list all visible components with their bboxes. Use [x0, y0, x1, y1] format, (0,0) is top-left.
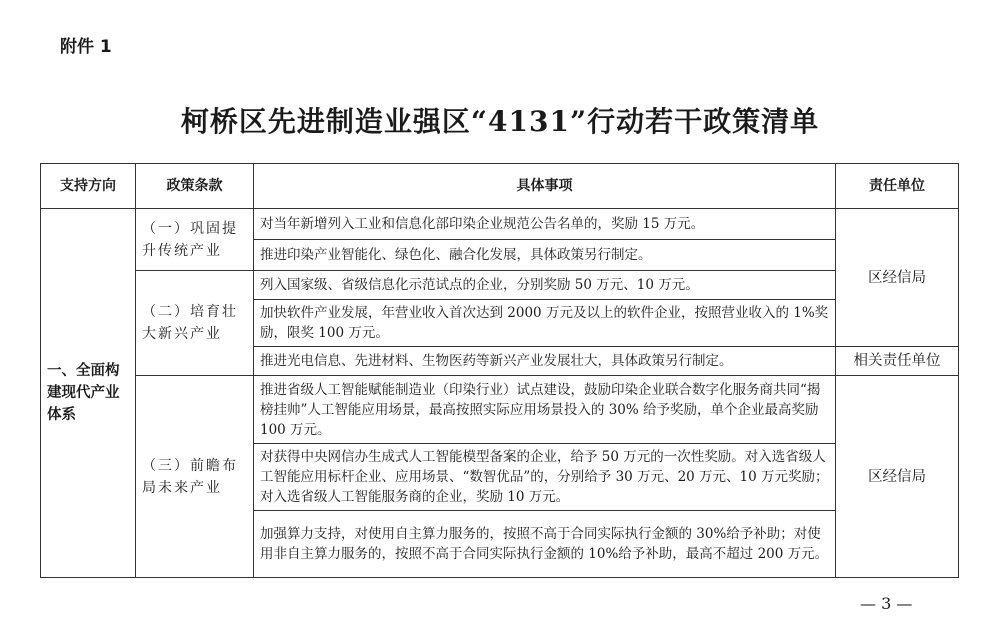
header-item: 具体事项 [254, 164, 836, 209]
clause-cell: （二）培育壮大新兴产业 [136, 271, 254, 376]
clause-cell: （三）前瞻布局未来产业 [136, 376, 254, 578]
attachment-label: 附件 1 [60, 37, 112, 57]
clause-cell: （一）巩固提升传统产业 [136, 209, 254, 271]
direction-cell: 一、全面构建现代产业体系 [41, 209, 136, 578]
item-cell: 对获得中央网信办生成式人工智能模型备案的企业，给予 50 万元的一次性奖励。对入选省级人工智能应用标杆企业、应用场景、“数智优品”的，分别给予 30 万元、20 万元、10 万元奖励；对入选省级人工智能服务商的企业，奖励 10 万元。 [254, 444, 836, 511]
policy-table [40, 163, 959, 578]
document-title: 柯桥区先进制造业强区“4131”行动若干政策清单 [180, 105, 820, 138]
item-cell: 推进印染产业智能化、绿色化、融合化发展，具体政策另行制定。 [254, 240, 836, 271]
unit-cell: 区经信局 [836, 376, 959, 578]
table-header-row [41, 164, 959, 209]
item-cell: 推进省级人工智能赋能制造业（印染行业）试点建设，鼓励印染企业联合数字化服务商共同“揭榜挂帅”人工智能应用场景，最高按照实际应用场景投入的 30% 给予奖励，单个企业最高奖励 100 万元。 [254, 376, 836, 444]
table-row [41, 209, 959, 240]
unit-cell: 区经信局 [836, 209, 959, 347]
item-cell: 推进光电信息、先进材料、生物医药等新兴产业发展壮大，具体政策另行制定。 [254, 347, 836, 376]
item-cell: 对当年新增列入工业和信息化部印染企业规范公告名单的，奖励 15 万元。 [254, 209, 836, 240]
page-number: — 3 — [860, 594, 913, 613]
item-cell: 加强算力支持，对使用自主算力服务的，按照不高于合同实际执行金额的 30%给予补助；对使用非自主算力服务的，按照不高于合同实际执行金额的 10%给予补助，最高不超过 200 万元。 [254, 511, 836, 578]
unit-cell: 相关责任单位 [836, 347, 959, 376]
header-direction: 支持方向 [41, 164, 136, 209]
table-row [41, 376, 959, 444]
item-cell: 加快软件产业发展，年营业收入首次达到 2000 万元及以上的软件企业，按照营业收入的 1%奖励，限奖 100 万元。 [254, 300, 836, 347]
table-row [41, 271, 959, 300]
header-clause: 政策条款 [136, 164, 254, 209]
item-cell: 列入国家级、省级信息化示范试点的企业，分别奖励 50 万元、10 万元。 [254, 271, 836, 300]
header-unit: 责任单位 [836, 164, 959, 209]
